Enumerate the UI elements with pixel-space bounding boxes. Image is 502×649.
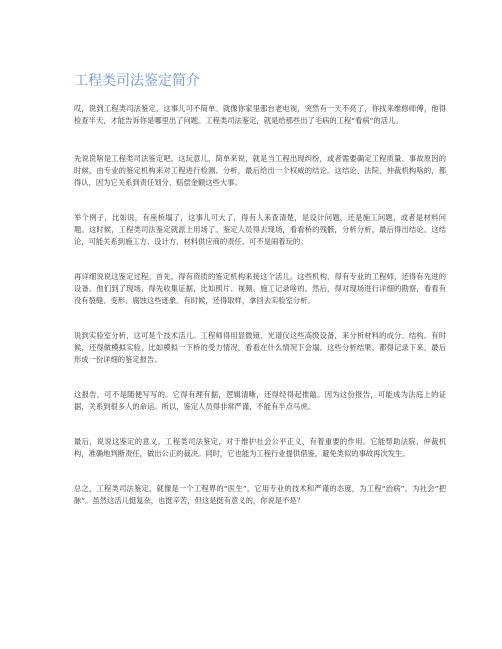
paragraph-conclusion: 总之，工程类司法鉴定，就像是一个工程界的“医生”，它用专业的技术和严谨的态度，为工程“治病”，为社会“把脉”。虽然这活儿挺复杂，也挺辛苦，但这是挺有意义的，你说是不是？ — [74, 484, 446, 505]
paragraph-lab-analysis: 说到实验室分析，这可是个技术活儿。工程师得用显微镜、光谱仪这些高级设备，来分析材料的成分、结构。有时候，还得做模拟实验，比如模拟一下桥的受力情况，看看在什么情况下会塌。这些分析结果，都得记录下来，最后形成一份详细的鉴定报告。 — [74, 331, 446, 364]
paragraph-example: 举个例子，比如说，有座桥塌了，这事儿可大了，得有人来查清楚，是设计问题，还是施工问题，或者是材料问题。这时候，工程类司法鉴定就派上用场了。鉴定人员得去现场，看看桥的残骸，分析分析，最后得出结论。这结论，可能关系到施工方、设计方、材料供应商的责任，可不是闹着玩的。 — [74, 213, 446, 246]
paragraph-process: 再详细说说这鉴定过程。首先，得有资质的鉴定机构来接这个活儿。这些机构，得有专业的工程师，还得有先进的设备。他们到了现场，得先收集证据，比如照片、视频、施工记录啥的。然后，得对现场进行详细的勘察，看看有没有裂缝、变形、腐蚀这些迹象。有时候，还得取样，拿回去实验室分析。 — [74, 272, 446, 305]
paragraph-report: 这报告，可不是随便写写的。它得有理有据，逻辑清晰，还得经得起推敲。因为这份报告，可能成为法庭上的证据，关系到很多人的命运。所以，鉴定人员得非常严谨，不能有半点马虎。 — [74, 390, 446, 411]
paragraph-significance: 最后，说说这鉴定的意义。工程类司法鉴定，对于维护社会公平正义，有着重要的作用。它能帮助法院、仲裁机构，准确地判断责任，做出公正的裁决。同时，它也能为工程行业提供借鉴，避免类似的事故再次发生。 — [74, 437, 446, 458]
document-title: 工程类司法鉴定简介 — [74, 73, 200, 89]
paragraph-definition: 先说说啥是工程类司法鉴定吧。这玩意儿，简单来说，就是当工程出现纠纷，或者需要确定工程质量、事故原因的时候，由专业的鉴定机构来对工程进行检测、分析，最后给出一个权威的结论。这结论，法院、仲裁机构啥的，都得认，因为它关系到责任划分、赔偿金额这些大事。 — [74, 154, 446, 187]
paragraph-intro: 哎，说到工程类司法鉴定，这事儿可不简单。就像你家里那台老电视，突然有一天不亮了，你找来维修师傅，他得检查半天，才能告诉你是哪里出了问题。工程类司法鉴定，就是给那些出了毛病的工程“看病”的活儿。 — [74, 104, 446, 125]
